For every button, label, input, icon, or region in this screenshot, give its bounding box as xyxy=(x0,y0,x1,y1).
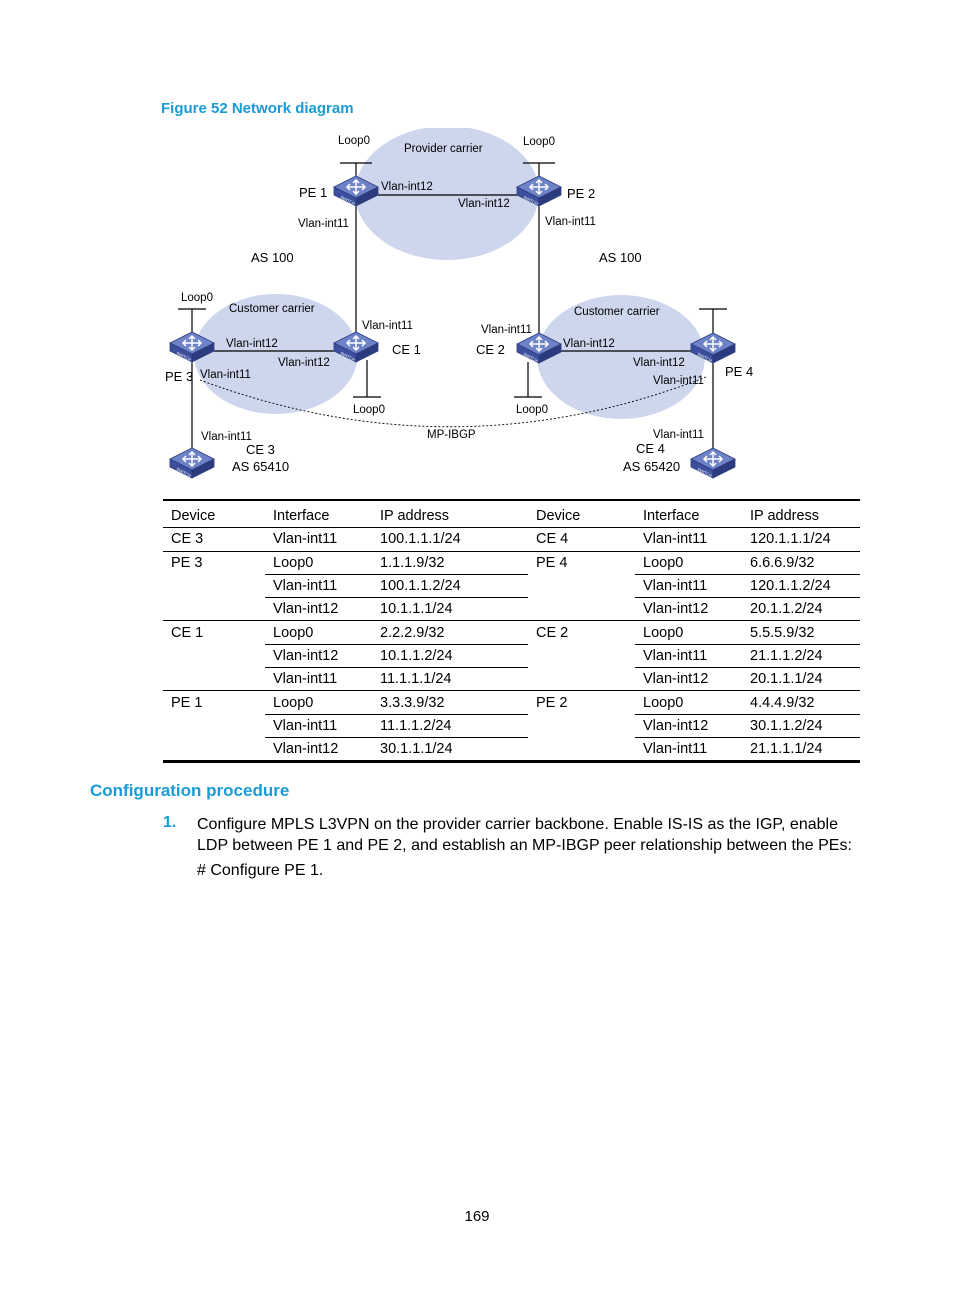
table-body xyxy=(163,528,860,762)
pe3-label: PE 3 xyxy=(165,369,194,384)
table-cell: Vlan-int11 xyxy=(635,574,742,597)
ce4-vlan11-label: Vlan-int11 xyxy=(653,429,704,441)
table-cell: 6.6.6.9/32 xyxy=(742,551,860,574)
ce3-vlan11-label: Vlan-int11 xyxy=(201,431,252,443)
table-cell: CE 4 xyxy=(528,528,635,551)
table-cell: 30.1.1.2/24 xyxy=(742,714,860,737)
pe4-vlan12-label: Vlan-int12 xyxy=(633,357,685,369)
pe3-loop-label: Loop0 xyxy=(181,292,213,304)
table-cell: Vlan-int11 xyxy=(635,644,742,667)
ce1-loop-label: Loop0 xyxy=(353,404,385,416)
table-cell xyxy=(528,644,635,667)
pe2-loop-label: Loop0 xyxy=(523,136,555,148)
col-ip-address-2: IP address xyxy=(742,500,860,528)
as-label-right: AS 100 xyxy=(599,250,642,265)
table-cell: CE 1 xyxy=(171,624,204,641)
table-cell: Loop0 xyxy=(635,691,742,714)
table-cell: Vlan-int12 xyxy=(635,714,742,737)
ce2-loop-label: Loop0 xyxy=(516,404,548,416)
as-label-left: AS 100 xyxy=(251,250,294,265)
table-row xyxy=(163,668,860,691)
ce1-label: CE 1 xyxy=(392,342,421,357)
page-number: 169 xyxy=(464,1208,490,1225)
pe2-vlan11-label: Vlan-int11 xyxy=(545,216,596,228)
table-cell xyxy=(528,574,635,597)
ce1-vlan11-label: Vlan-int11 xyxy=(362,320,413,332)
col-device-2: Device xyxy=(528,500,635,528)
table-row xyxy=(163,691,860,714)
step-text: Configure MPLS L3VPN on the provider carrier backbone. Enable IS-IS as the IGP, enable LDP between PE 1 and PE 2, and establish an MP-IBGP peer relationship between the PEs: xyxy=(197,816,852,854)
table-cell: 21.1.1.2/24 xyxy=(742,644,860,667)
table-cell: Vlan-int11 xyxy=(635,737,742,761)
table-cell: Vlan-int11 xyxy=(635,528,742,551)
pe1-label: PE 1 xyxy=(299,185,328,200)
table-row xyxy=(163,528,860,551)
table-cell: 120.1.1.2/24 xyxy=(742,574,860,597)
command-comment: # Configure PE 1. xyxy=(197,862,324,879)
table-cell: Vlan-int11 xyxy=(265,528,372,551)
ce1-vlan12-label: Vlan-int12 xyxy=(278,357,330,369)
table-cell: Loop0 xyxy=(265,621,372,644)
table-row xyxy=(163,737,860,761)
pe4-label: PE 4 xyxy=(725,364,754,379)
table-cell: 1.1.1.9/32 xyxy=(372,551,528,574)
ce3-label: CE 3 xyxy=(246,442,275,457)
table-cell: Vlan-int11 xyxy=(265,668,372,691)
mp-ibgp-label: MP-IBGP xyxy=(427,429,476,441)
table-cell: PE 2 xyxy=(536,694,568,711)
col-ip-address: IP address xyxy=(372,500,528,528)
table-row xyxy=(163,621,860,644)
table-cell: 100.1.1.1/24 xyxy=(372,528,528,551)
ce2-label: CE 2 xyxy=(476,342,505,357)
table-cell xyxy=(528,737,635,761)
ce4-label: CE 4 xyxy=(636,441,665,456)
table-row xyxy=(163,551,860,574)
col-interface-2: Interface xyxy=(635,500,742,528)
table-cell: Vlan-int12 xyxy=(635,598,742,621)
table-cell: 2.2.2.9/32 xyxy=(372,621,528,644)
pe1-loop-label: Loop0 xyxy=(338,135,370,147)
ce2-vlan11-label: Vlan-int11 xyxy=(481,324,532,336)
pe4-vlan11-label: Vlan-int11 xyxy=(653,375,704,387)
table-row xyxy=(163,644,860,667)
table-cell: 5.5.5.9/32 xyxy=(742,621,860,644)
table-cell: PE 1 xyxy=(171,694,203,711)
table-cell: PE 3 xyxy=(171,554,203,571)
table-cell: Vlan-int11 xyxy=(265,714,372,737)
ce3-as-label: AS 65410 xyxy=(232,459,290,474)
table-cell xyxy=(528,668,635,691)
col-interface: Interface xyxy=(265,500,372,528)
ce4-switch-icon xyxy=(691,448,735,478)
pe2-vlan12-label: Vlan-int12 xyxy=(458,198,510,210)
ip-address-table xyxy=(163,499,860,763)
table-cell: Loop0 xyxy=(265,691,372,714)
section-title: Configuration procedure xyxy=(90,781,290,800)
customer-carrier-label-right: Customer carrier xyxy=(574,306,660,318)
table-cell: Vlan-int12 xyxy=(265,737,372,761)
table-cell: 30.1.1.1/24 xyxy=(372,737,528,761)
table-row xyxy=(163,598,860,621)
pe3-vlan12-label: Vlan-int12 xyxy=(226,338,278,350)
table-cell: 3.3.3.9/32 xyxy=(372,691,528,714)
table-cell: Vlan-int12 xyxy=(635,668,742,691)
table-cell: 11.1.1.1/24 xyxy=(372,668,528,691)
table-cell: Loop0 xyxy=(265,551,372,574)
table-cell: Vlan-int12 xyxy=(265,598,372,621)
table-cell: 20.1.1.2/24 xyxy=(742,598,860,621)
table-cell: Vlan-int11 xyxy=(265,574,372,597)
table-cell xyxy=(528,714,635,737)
table-cell xyxy=(163,644,265,667)
table-cell: Loop0 xyxy=(635,621,742,644)
ce3-switch-icon xyxy=(170,448,214,478)
table-cell: 10.1.1.2/24 xyxy=(372,644,528,667)
pe1-vlan12-label: Vlan-int12 xyxy=(381,181,433,193)
table-cell: PE 4 xyxy=(536,554,568,571)
table-row xyxy=(163,714,860,737)
table-cell: 20.1.1.1/24 xyxy=(742,668,860,691)
table-cell: 21.1.1.1/24 xyxy=(742,737,860,761)
provider-carrier-label: Provider carrier xyxy=(404,143,483,155)
table-cell xyxy=(528,598,635,621)
table-cell: 11.1.1.2/24 xyxy=(372,714,528,737)
pe3-vlan11-label: Vlan-int11 xyxy=(200,369,251,381)
table-cell: 10.1.1.1/24 xyxy=(372,598,528,621)
table-cell xyxy=(163,714,265,737)
pe2-label: PE 2 xyxy=(567,186,596,201)
table-cell: 100.1.1.2/24 xyxy=(372,574,528,597)
table-header-row xyxy=(163,500,860,528)
table-row xyxy=(163,574,860,597)
col-device: Device xyxy=(163,500,265,528)
pe1-vlan11-label: Vlan-int11 xyxy=(298,218,349,230)
ce4-as-label: AS 65420 xyxy=(623,459,681,474)
step-number: 1. xyxy=(163,814,177,831)
table-cell: Loop0 xyxy=(635,551,742,574)
table-cell xyxy=(163,737,265,761)
table-cell: CE 2 xyxy=(536,624,569,641)
table-cell xyxy=(163,668,265,691)
table-cell xyxy=(163,598,265,621)
customer-carrier-label-left: Customer carrier xyxy=(229,303,315,315)
figure-caption: Figure 52 Network diagram xyxy=(161,100,354,117)
table-cell: 120.1.1.1/24 xyxy=(742,528,860,551)
table-cell xyxy=(163,574,265,597)
network-diagram xyxy=(150,128,870,490)
ce2-vlan12-label: Vlan-int12 xyxy=(563,338,615,350)
table-cell: Vlan-int12 xyxy=(265,644,372,667)
table-cell: 4.4.4.9/32 xyxy=(742,691,860,714)
table-cell: CE 3 xyxy=(163,528,265,551)
